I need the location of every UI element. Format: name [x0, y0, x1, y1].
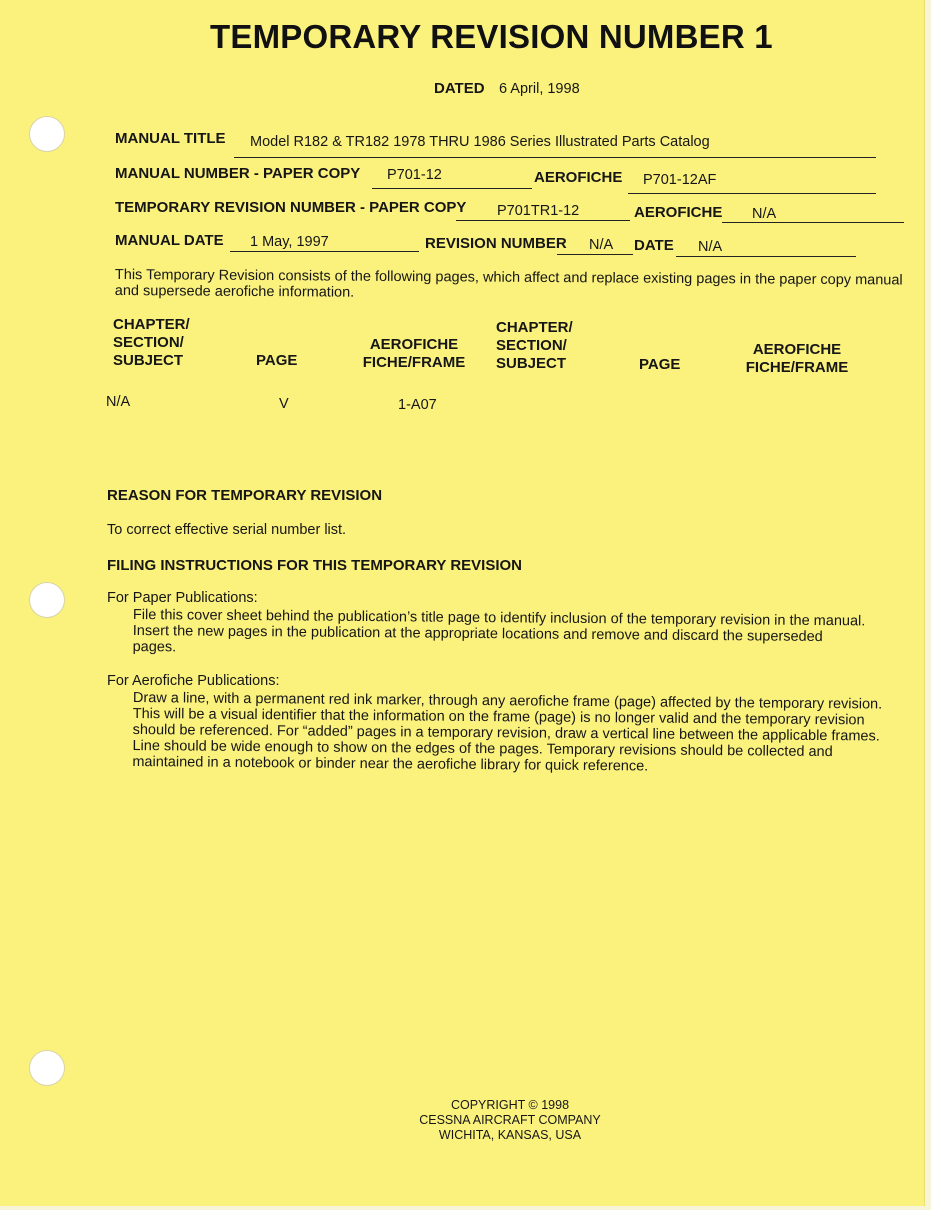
- copyright-footer: [400, 1098, 620, 1143]
- manual-title-label: MANUAL TITLE: [115, 130, 226, 147]
- paper-publications-label: For Paper Publications:: [107, 590, 258, 606]
- section-header-line: SECTION/: [113, 334, 184, 351]
- revision-number-underline: [557, 254, 633, 255]
- revision-number-value: N/A: [589, 237, 614, 253]
- table-header-page-left: PAGE: [256, 352, 298, 369]
- intro-paragraph: This Temporary Revision consists of the following pages, which affect and replace existing pages in the paper copy manual and supersede aerofiche information.: [114, 267, 903, 301]
- dated-label: DATED: [434, 80, 485, 97]
- chapter-header-line: CHAPTER/: [113, 316, 190, 333]
- manual-number-value: P701-12: [387, 167, 442, 183]
- paper-publications-text: File this cover sheet behind the publication’s title page to identify inclusion of the temporary revision in the manual. Insert the new pages in the publication at the appropriate locations and remove and discard the superseded pages.: [132, 607, 866, 656]
- punch-hole-top: [29, 116, 65, 152]
- aerofiche-header-line: AEROFICHE: [752, 341, 842, 358]
- tr-aerofiche-underline: [722, 222, 904, 223]
- section-header-line: SECTION/: [496, 337, 567, 354]
- date-label: DATE: [634, 237, 674, 254]
- document-title: TEMPORARY REVISION NUMBER 1: [210, 18, 773, 55]
- manual-title-underline: [234, 157, 876, 158]
- reason-heading: REASON FOR TEMPORARY REVISION: [107, 487, 383, 504]
- manual-date-underline: [230, 251, 419, 252]
- tr-aerofiche-value: N/A: [752, 206, 777, 222]
- fiche-frame-header-line: FICHE/FRAME: [745, 359, 849, 376]
- copyright-line: COPYRIGHT © 1998: [450, 1098, 570, 1112]
- manual-aerofiche-label: AEROFICHE: [534, 169, 623, 186]
- table-cell-page: V: [279, 396, 289, 412]
- aerofiche-publications-text: Draw a line, with a permanent red ink marker, through any aerofiche frame (page) affected by the temporary revision. This will be a visual identifier that the information on the frame (page) is no longer valid and the temporary revision should be referenced. For “added” pages in a temporary revision, draw a vertical line between the applicable frames. Line should be wide enough to show on the edges of the pages. Temporary revisions should be collected and maintained in a notebook or binder near the aerofiche library for quick reference.: [132, 690, 883, 775]
- date-value: N/A: [698, 239, 723, 255]
- chapter-header-line: CHAPTER/: [496, 319, 573, 336]
- filing-heading: FILING INSTRUCTIONS FOR THIS TEMPORARY REVISION: [107, 557, 523, 574]
- table-header-aerofiche-right: [738, 341, 856, 377]
- punch-hole-middle: [29, 582, 65, 618]
- date-underline: [676, 256, 856, 257]
- revision-number-label: REVISION NUMBER: [425, 235, 567, 252]
- manual-aerofiche-value: P701-12AF: [643, 172, 717, 188]
- subject-header-line: SUBJECT: [113, 352, 184, 369]
- table-header-chapter-left: [113, 316, 190, 370]
- table-header-page-right: PAGE: [639, 356, 681, 373]
- subject-header-line: SUBJECT: [496, 355, 567, 372]
- location-line: WICHITA, KANSAS, USA: [438, 1128, 582, 1142]
- punch-hole-bottom: [29, 1050, 65, 1086]
- manual-date-label: MANUAL DATE: [115, 232, 224, 249]
- manual-number-label: MANUAL NUMBER - PAPER COPY: [115, 165, 361, 182]
- table-cell-frame: 1-A07: [398, 397, 437, 413]
- tr-number-label: TEMPORARY REVISION NUMBER - PAPER COPY: [115, 199, 467, 216]
- fiche-frame-header-line: FICHE/FRAME: [362, 354, 466, 371]
- table-cell-chapter: N/A: [106, 394, 131, 410]
- table-header-aerofiche-left: [356, 336, 472, 372]
- manual-date-value: 1 May, 1997: [250, 234, 329, 250]
- aerofiche-header-line: AEROFICHE: [369, 336, 459, 353]
- table-header-chapter-right: [496, 319, 573, 373]
- dated-row: [434, 80, 580, 98]
- manual-number-underline: [372, 188, 532, 189]
- tr-number-value: P701TR1-12: [497, 203, 580, 219]
- dated-value: 6 April, 1998: [499, 81, 580, 97]
- tr-aerofiche-label: AEROFICHE: [634, 204, 723, 221]
- aerofiche-publications-label: For Aerofiche Publications:: [107, 673, 280, 689]
- reason-text: To correct effective serial number list.: [107, 522, 347, 538]
- manual-title-value: Model R182 & TR182 1978 THRU 1986 Series Illustrated Parts Catalog: [250, 134, 710, 150]
- manual-aerofiche-underline: [628, 193, 876, 194]
- tr-number-underline: [456, 220, 630, 221]
- company-line: CESSNA AIRCRAFT COMPANY: [419, 1113, 601, 1127]
